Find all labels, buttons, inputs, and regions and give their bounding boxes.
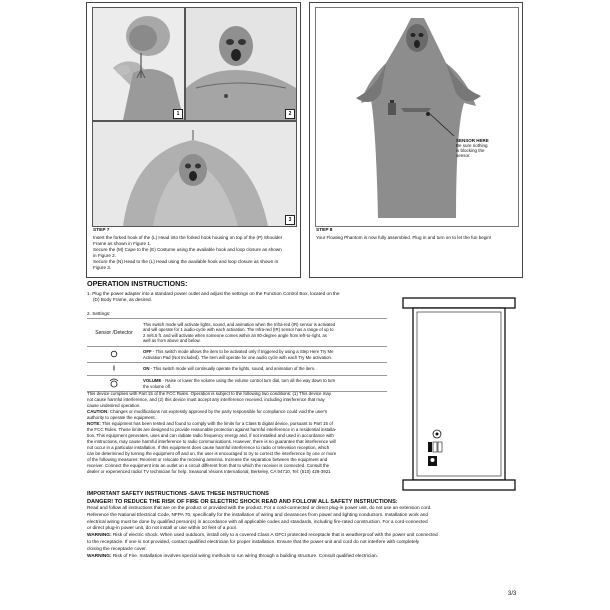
setting-row-on <box>87 363 387 376</box>
page-number: 3/3 <box>508 591 517 597</box>
figure-2-image <box>185 7 297 121</box>
off-circle-icon <box>110 350 118 358</box>
volume-icon <box>108 378 120 388</box>
safety-section <box>87 491 523 560</box>
safety-heading: IMPORTANT SAFETY INSTRUCTIONS -SAVE THESE INSTRUCTIONS <box>87 491 269 497</box>
figure-3-badge: 3 <box>285 215 295 225</box>
step8-text: Your Floating Phantom is now fully assembled. Plug in and turn on to let the fun begin! <box>316 235 492 240</box>
step7-panel <box>86 2 301 278</box>
figure-1-illustration <box>93 8 184 120</box>
step7-heading: STEP 7 <box>93 228 110 233</box>
setting-row-sensor <box>87 319 387 347</box>
figure-1-badge: 1 <box>173 109 183 119</box>
figure-2-illustration <box>186 8 296 120</box>
operation-title: OPERATION INSTRUCTIONS: <box>87 279 188 288</box>
danger-heading: DANGER! TO REDUCE THE RISK OF FIRE OR ELECTRIC SHOCK READ AND FOLLOW ALL SAFETY INSTRUCTIONS: <box>87 498 398 505</box>
setting-desc-off: OFF - This switch mode allows the item to be activated only if triggered by using a Step Here Try Me Activation Pad (Not Included). The item will operate for one audio cycle with each Try Me activation. <box>141 347 387 363</box>
figure-3-illustration <box>93 122 296 226</box>
control-box-diagram <box>395 296 523 492</box>
safety-body: Read and follow all instructions that are on the product or provided with the product. For a cord-connected or direct plug-in power unit, do not use an extension cord. Reference the National Electrical Code, NFPA 70, specifically for the installation of wiring and clearances from power and lighting conductors. Installation work and electrical wiring must be done by qualified person(s) in accordance with all applicable codes and standards, including fire-rated construction. For a cord-connected or direct plug-in power unit, do not install or use within 10 feet of a pool. WARNING: Risk of electric shock. When used outdoors, install only to a covered Class A GFCI protected receptacle that is weatherproof with the power unit connected to the receptacle. If one is not provided, contact qualified electrician for proper installation. Ensure that the power unit and cord do not interfere with completely closing the receptacle cover. WARNING: Risk of Fire. Installation involves special wiring methods to run wiring through a building structure. Consult qualified electrician. <box>87 506 438 559</box>
control-box-illustration <box>395 296 523 492</box>
setting-row-off <box>87 347 387 363</box>
phantom-illustration <box>316 8 518 226</box>
sensor-label: SENSOR HERE Be sure nothing is blocking the sensor. <box>456 138 489 158</box>
setting-desc-volume: VOLUME - Raise or lower the volume using the volume control turn dial, turn all the way down to turn the volume off. <box>141 376 387 392</box>
settings-table <box>87 318 387 392</box>
setting-desc-on: ON - This switch mode will continually operate the lights, sound, and animation of the item. <box>141 363 387 376</box>
setting-row-volume <box>87 376 387 392</box>
figure-2-badge: 2 <box>285 109 295 119</box>
setting-desc-sensor: This switch mode will activate lights, sound, and animation when the Infra-red (IR) sensor is activated and will operate for 1 audio-cycle with each activation. The Infra-red (IR) sensor has a range of up to 2 m/6.5 ft. and will activate when someone comes within an 80-degree angle from left-to-right, as well as from above and below. <box>141 319 387 347</box>
on-line-icon <box>110 364 118 372</box>
setting-key-sensor: Sensor /Detector <box>87 319 141 347</box>
mode-switch-icon <box>428 442 442 452</box>
step8-image <box>315 7 519 227</box>
step8-panel <box>309 2 523 278</box>
step8-heading: STEP 8 <box>316 228 333 233</box>
settings-label: 2. Settings: <box>87 311 111 316</box>
fcc-statement: This device complies with Part 15 of the FCC Rules. Operation is subject to the following two conditions: (1) This device may not cause harmful interference, and (2) this device must accept any interference received, including interference that may cause undesired operation. CAUTION: Changes or modifications not expressly approved by the party responsible for compliance could void the user's authority to operate the equipment. NOTE: This equipment has been tested and found to comply with the limits for a Class B digital device, pursuant to Part 15 of the FCC Rules. These limits are designed to provide reasonable protection against harmful interference in a residential installa- tion. This equipment generates, uses and can radiate radio frequency energy and, if not installed and used in accordance with the instructions, may cause harmful interference to radio communications. However, there is no guarantee that interference will not occur in a particular installation. If this equipment does cause harmful interference to radio or television reception, which can be determined by turning the equipment off and on, the user is encouraged to try to correct the interference by one or more of the following measures: Reorient or relocate the receiving antenna. Increase the separation between the equipment and receiver. Connect the equipment into an outlet on a circuit different from that to which the receiver is connected. Consult the dealer or experienced radio/ TV technician for help. Seasonal Visions International, Berkeley, CA 94710, Tel: (510) 428-3921 <box>87 391 337 474</box>
operation-step1: 1. Plug the power adapter into a standard power outlet and adjust the settings on the Function Control Box, located on the (D) Body Frame, as desired. <box>87 291 340 303</box>
step7-instructions: Insert the forked hook of the (L) Head into the forked hook housing on top of the (P) Shoulder Frame as shown in Figure 1. Secure the (M) Cape to the (E) Costume using the available hook and loop closure as shown in Figure 2. Secure the (N) Head to the (L) Head using the available hook and loop closure as shown in Figure 3. <box>93 235 283 270</box>
figure-3-image <box>92 121 297 227</box>
figure-1-image <box>92 7 185 121</box>
svg-text:· · ·: · · · <box>439 427 444 431</box>
